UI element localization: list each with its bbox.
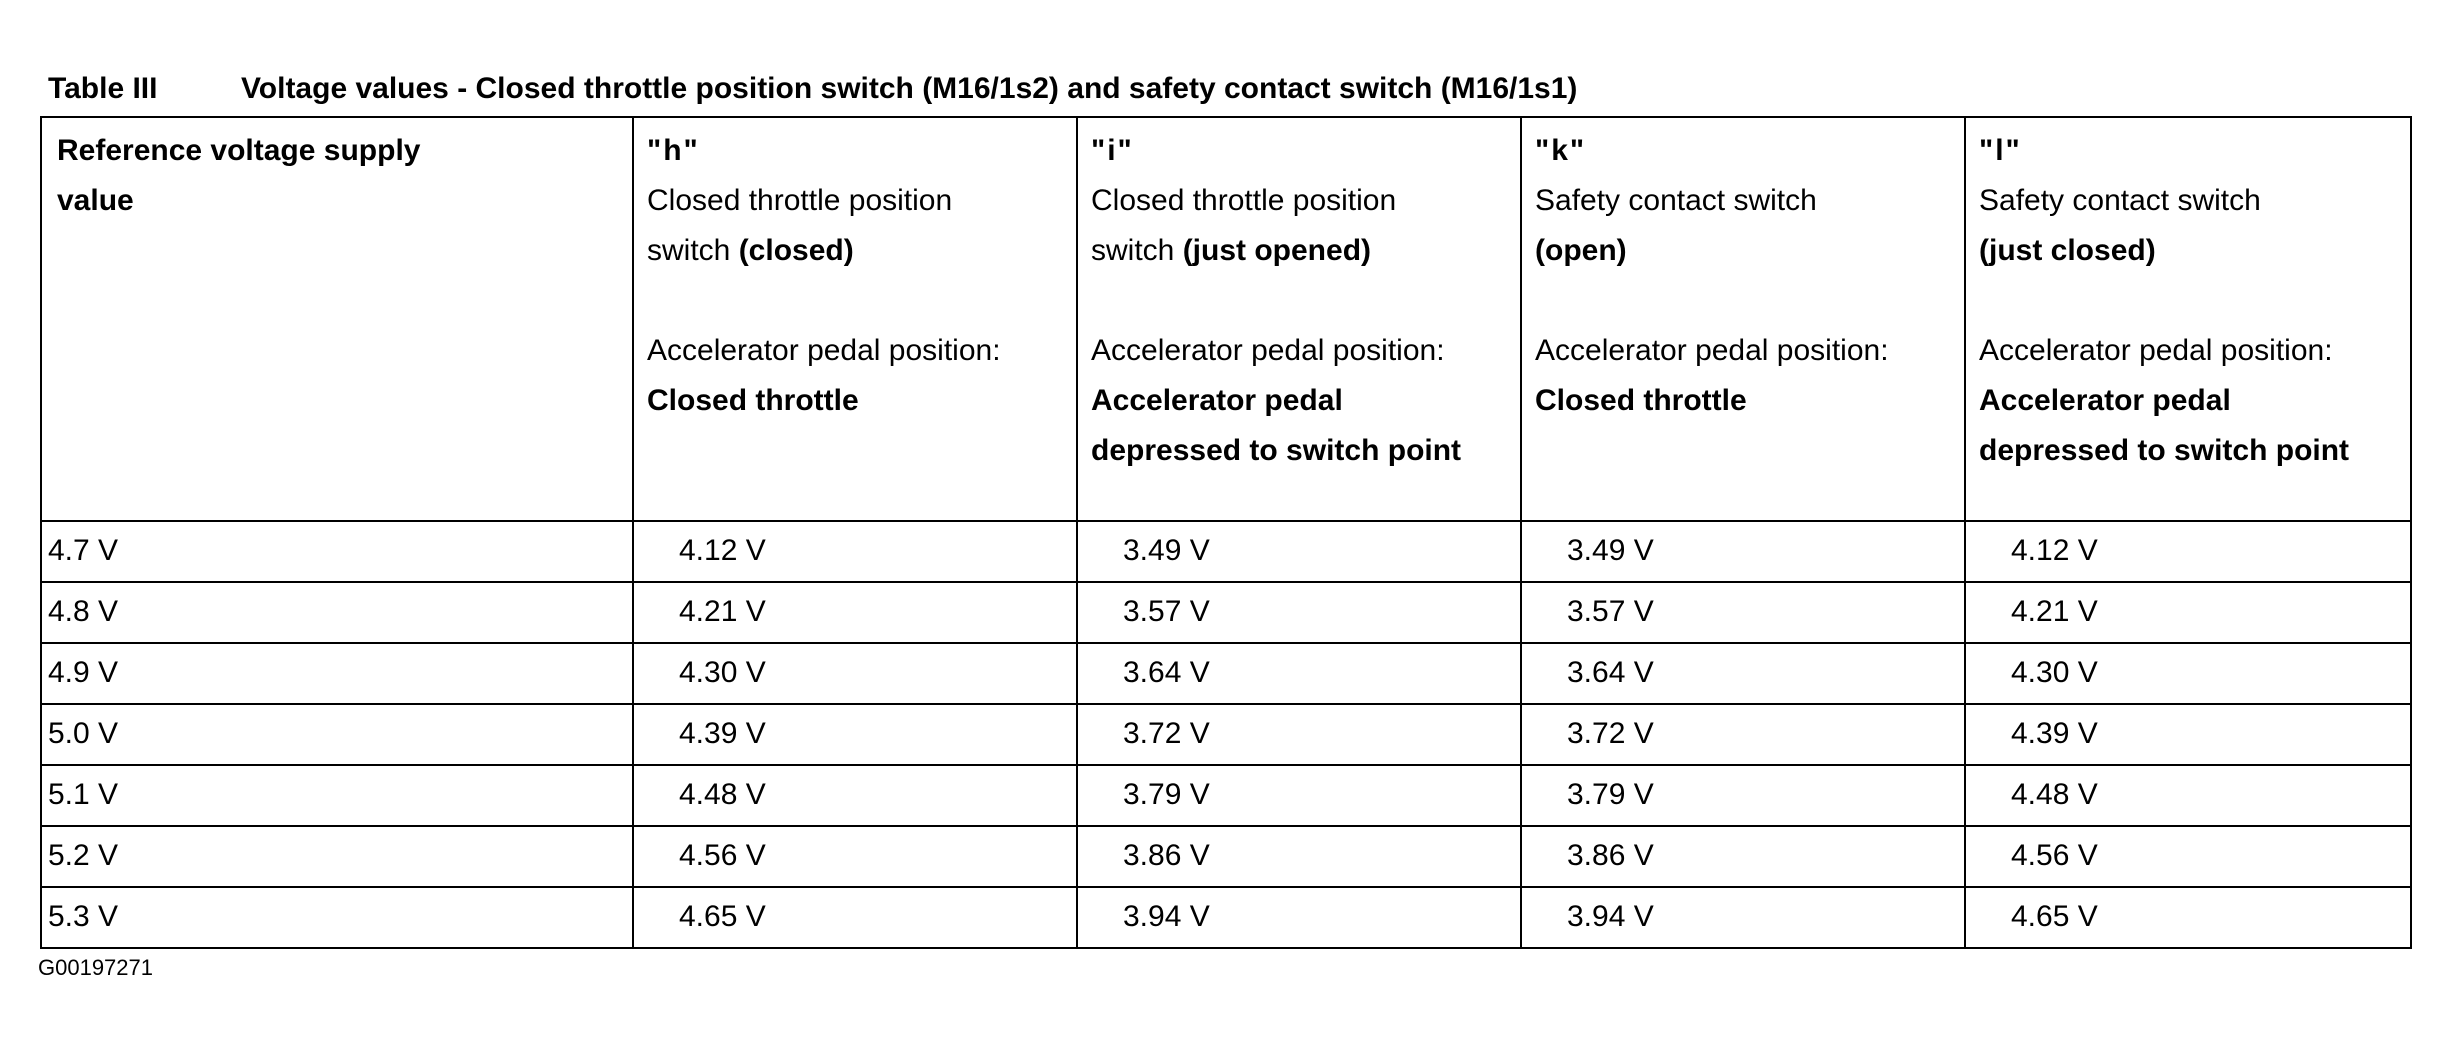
voltage-cell-k: 3.86 V xyxy=(1521,826,1965,887)
header-reference xyxy=(41,117,633,521)
switch-name: Safety contact switch xyxy=(1979,184,2261,217)
header-column-k xyxy=(1521,117,1965,521)
voltage-cell-h: 4.39 V xyxy=(633,704,1077,765)
column-label: "k" xyxy=(1535,134,1587,167)
table-number: Table III xyxy=(48,72,158,105)
reference-voltage-cell: 4.9 V xyxy=(41,643,633,704)
voltage-cell-k: 3.94 V xyxy=(1521,887,1965,948)
header-row xyxy=(41,117,2411,521)
voltage-cell-l: 4.65 V xyxy=(1965,887,2411,948)
pedal-position-label: Accelerator pedal position: xyxy=(1535,334,1889,367)
voltage-cell-l: 4.39 V xyxy=(1965,704,2411,765)
voltage-cell-i: 3.64 V xyxy=(1077,643,1521,704)
pedal-position-value: Closed throttle xyxy=(647,384,859,417)
switch-state: (closed) xyxy=(738,234,854,267)
voltage-cell-h: 4.48 V xyxy=(633,765,1077,826)
table-row xyxy=(41,887,2411,948)
table-row xyxy=(41,704,2411,765)
header-column-l xyxy=(1965,117,2411,521)
voltage-cell-h: 4.12 V xyxy=(633,521,1077,582)
voltage-cell-k: 3.64 V xyxy=(1521,643,1965,704)
header-reference-line1: Reference voltage supply xyxy=(57,134,421,167)
table-row xyxy=(41,765,2411,826)
voltage-cell-h: 4.21 V xyxy=(633,582,1077,643)
table-row xyxy=(41,582,2411,643)
header-column-h xyxy=(633,117,1077,521)
pedal-position-label: Accelerator pedal position: xyxy=(647,334,1001,367)
voltage-cell-l: 4.56 V xyxy=(1965,826,2411,887)
pedal-position-label: Accelerator pedal position: xyxy=(1091,334,1445,367)
table-body xyxy=(41,521,2411,948)
voltage-cell-i: 3.49 V xyxy=(1077,521,1521,582)
table-title: Voltage values - Closed throttle position switch (M16/1s2) and safety contact switch (M16/1s1) xyxy=(241,72,1578,105)
table-row xyxy=(41,643,2411,704)
voltage-cell-k: 3.79 V xyxy=(1521,765,1965,826)
voltage-cell-l: 4.12 V xyxy=(1965,521,2411,582)
table-header xyxy=(41,117,2411,521)
column-label: "h" xyxy=(647,134,700,167)
figure-id: G00197271 xyxy=(38,955,153,980)
voltage-cell-h: 4.30 V xyxy=(633,643,1077,704)
table-row xyxy=(41,826,2411,887)
voltage-cell-h: 4.65 V xyxy=(633,887,1077,948)
column-label: "i" xyxy=(1091,134,1134,167)
pedal-position-value: Closed throttle xyxy=(1535,384,1747,417)
voltage-cell-i: 3.79 V xyxy=(1077,765,1521,826)
switch-state-line xyxy=(1979,226,2410,276)
voltage-table xyxy=(40,116,2412,949)
voltage-cell-l: 4.21 V xyxy=(1965,582,2411,643)
switch-state-line xyxy=(1535,226,1964,276)
switch-name: Closed throttle position xyxy=(1091,184,1397,217)
voltage-cell-k: 3.72 V xyxy=(1521,704,1965,765)
header-reference-line2: value xyxy=(57,184,134,217)
voltage-cell-i: 3.72 V xyxy=(1077,704,1521,765)
reference-voltage-cell: 5.2 V xyxy=(41,826,633,887)
voltage-cell-k: 3.57 V xyxy=(1521,582,1965,643)
header-column-i xyxy=(1077,117,1521,521)
voltage-cell-l: 4.48 V xyxy=(1965,765,2411,826)
table-caption xyxy=(48,72,1577,106)
pedal-position-value: Accelerator pedal xyxy=(1091,384,1343,417)
voltage-cell-i: 3.57 V xyxy=(1077,582,1521,643)
switch-state-line xyxy=(1091,226,1520,276)
switch-state: (just opened) xyxy=(1182,234,1372,267)
reference-voltage-cell: 4.8 V xyxy=(41,582,633,643)
pedal-position-label: Accelerator pedal position: xyxy=(1979,334,2333,367)
switch-state: (open) xyxy=(1535,234,1627,267)
switch-name: Safety contact switch xyxy=(1535,184,1817,217)
table-row xyxy=(41,521,2411,582)
voltage-cell-i: 3.86 V xyxy=(1077,826,1521,887)
switch-name-suffix: switch xyxy=(647,234,739,267)
voltage-cell-h: 4.56 V xyxy=(633,826,1077,887)
voltage-cell-i: 3.94 V xyxy=(1077,887,1521,948)
pedal-position-value-cont: depressed to switch point xyxy=(1091,434,1462,467)
switch-name-suffix: switch xyxy=(1091,234,1183,267)
reference-voltage-cell: 5.3 V xyxy=(41,887,633,948)
switch-state-line xyxy=(647,226,1076,276)
switch-state: (just closed) xyxy=(1979,234,2156,267)
voltage-cell-k: 3.49 V xyxy=(1521,521,1965,582)
reference-voltage-cell: 4.7 V xyxy=(41,521,633,582)
switch-name: Closed throttle position xyxy=(647,184,953,217)
reference-voltage-cell: 5.1 V xyxy=(41,765,633,826)
voltage-cell-l: 4.30 V xyxy=(1965,643,2411,704)
column-label: "l" xyxy=(1979,134,2022,167)
pedal-position-value: Accelerator pedal xyxy=(1979,384,2231,417)
reference-voltage-cell: 5.0 V xyxy=(41,704,633,765)
pedal-position-value-cont: depressed to switch point xyxy=(1979,434,2350,467)
